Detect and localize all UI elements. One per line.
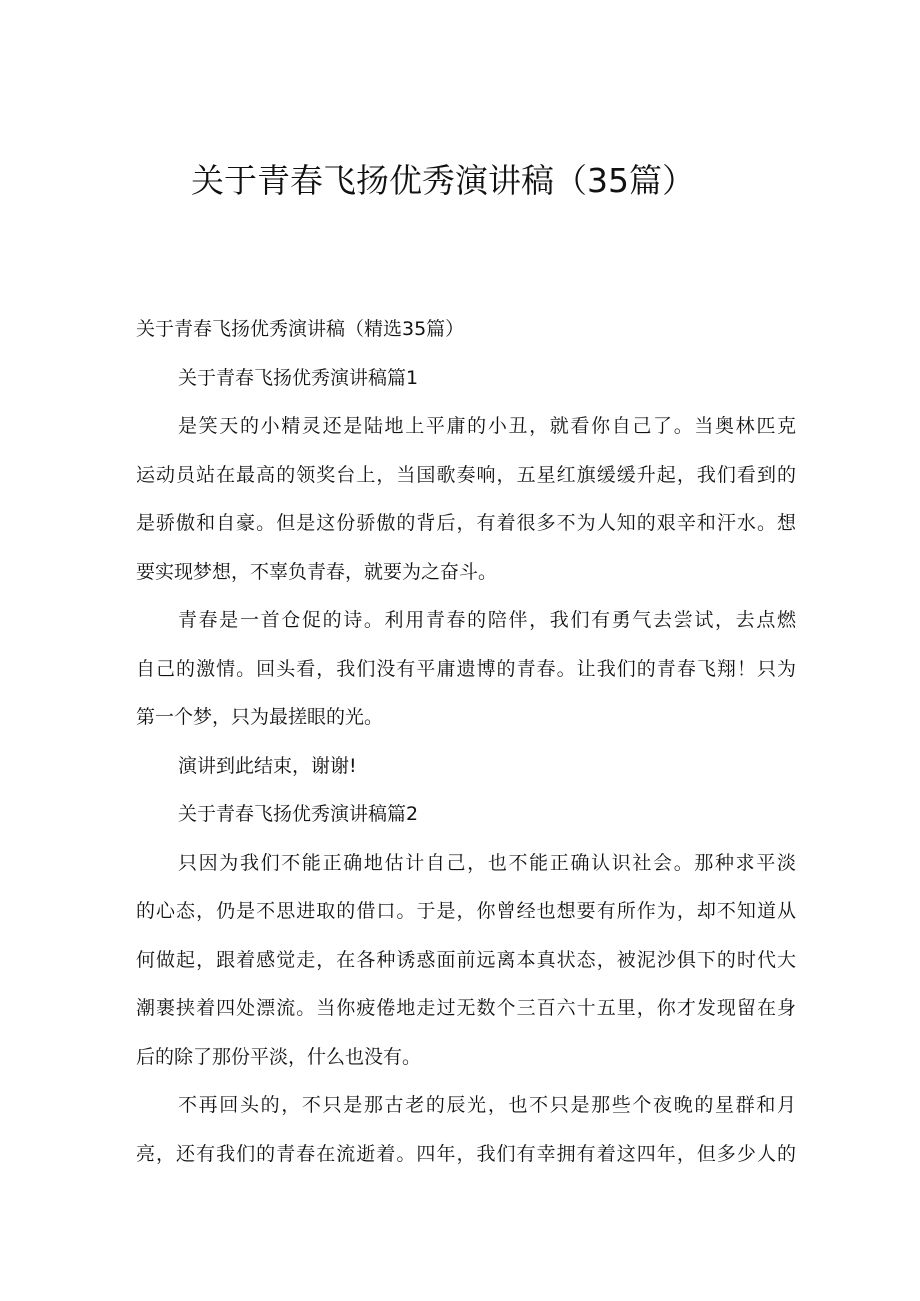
text-line: 是骄傲和自豪。但是这份骄傲的背后，有着很多不为人知的艰辛和汗水。想 [136, 512, 796, 534]
text-line: 只因为我们不能正确地估计自己，也不能正确认识社会。那种求平淡 [178, 851, 796, 874]
text-line: 自己的激情。回头看，我们没有平庸遗博的青春。让我们的青春飞翔！只为 [136, 657, 796, 680]
text-line: 第一个梦，只为最搓眼的光。 [136, 706, 384, 728]
text-line: 何做起，跟着感觉走，在各种诱惑面前远离本真状态，被泥沙俱下的时代大 [136, 948, 796, 971]
text-line: 的心态，仍是不思进取的借口。于是，你曾经也想要有所作为，却不知道从 [136, 900, 796, 922]
text-line: 运动员站在最高的领奖台上，当国歌奏响，五星红旗缓缓升起，我们看到的 [136, 463, 796, 486]
text-line: 潮裹挟着四处漂流。当你疲倦地走过无数个三百六十五里，你才发现留在身 [136, 997, 796, 1019]
text-line: 不再回头的，不只是那古老的辰光，也不只是那些个夜晚的星群和月 [178, 1094, 796, 1116]
text-line: 关于青春飞扬优秀演讲稿篇1 [178, 366, 419, 389]
text-line: 关于青春飞扬优秀演讲稿（精选35篇） [136, 318, 465, 340]
text-line: 后的除了那份平淡，什么也没有。 [136, 1045, 422, 1068]
text-line: 青春是一首仓促的诗。利用青春的陪伴，我们有勇气去尝试，去点燃 [178, 609, 796, 631]
document-body [136, 305, 796, 1178]
text-line: 是笑天的小精灵还是陆地上平庸的小丑，就看你自己了。当奥林匹克 [178, 415, 796, 437]
text-line: 要实现梦想，不辜负青春，就要为之奋斗。 [136, 560, 498, 583]
text-line: 关于青春飞扬优秀演讲稿篇2 [178, 803, 419, 825]
document-title: 关于青春飞扬优秀演讲稿（35篇） [191, 161, 695, 200]
text-line: 亮，还有我们的青春在流逝着。四年，我们有幸拥有着这四年，但多少人的 [136, 1142, 796, 1165]
text-line: 演讲到此结束，谢谢! [178, 754, 357, 777]
